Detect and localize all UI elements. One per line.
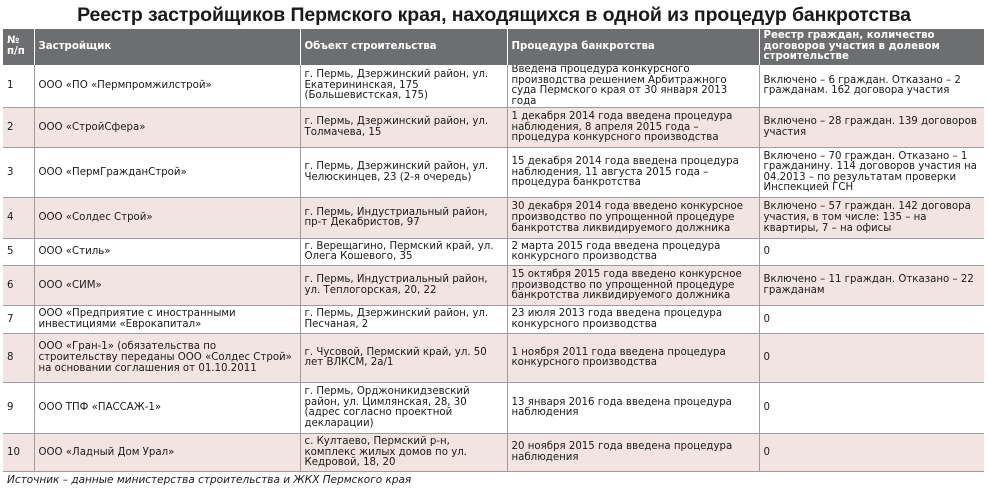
citizens-registry: Включено – 57 граждан. 142 договора участия, в том числе: 135 – на квартиры, 7 – на офисы — [759, 198, 984, 239]
citizens-registry: 0 — [759, 434, 984, 472]
table-row — [3, 383, 984, 434]
construction-object: г. Пермь, Дзержинский район, ул. Песчаная, 2 — [300, 306, 507, 334]
citizens-registry: 0 — [759, 383, 984, 434]
row-number: 7 — [3, 306, 34, 334]
bankruptcy-procedure: Введена процедура конкурсного производства решением Арбитражного суда Пермского края от 30 января 2013 года — [507, 65, 759, 108]
developer-name: ООО «СтройСфера» — [34, 108, 300, 148]
row-number: 5 — [3, 239, 34, 266]
bankruptcy-procedure: 1 декабря 2014 года введена процедура наблюдения, 8 апреля 2015 года – процедура конкурсного производства — [507, 108, 759, 148]
construction-object: г. Чусовой, Пермский край, ул. 50 лет ВЛКСМ, 2а/1 — [300, 334, 507, 383]
header-object: Объект строительства — [300, 29, 507, 65]
citizens-registry: Включено – 11 граждан. Отказано – 22 гражданам — [759, 266, 984, 306]
construction-object: г. Верещагино, Пермский край, ул. Олега Кошевого, 35 — [300, 239, 507, 266]
developer-name: ООО «ПО «Пермпромжилстрой» — [34, 65, 300, 108]
citizens-registry: Включено – 28 граждан. 139 договоров участия — [759, 108, 984, 148]
bankruptcy-procedure: 30 декабря 2014 года введено конкурсное производство по упрощенной процедуре банкротства ликвидируемого должника — [507, 198, 759, 239]
construction-object: г. Пермь, Орджоникидзевский район, ул. Цимлянская, 28, 30 (адрес согласно проектной декларации) — [300, 383, 507, 434]
header-developer: Застройщик — [34, 29, 300, 65]
table-row — [3, 266, 984, 306]
row-number: 2 — [3, 108, 34, 148]
bankruptcy-procedure: 15 октября 2015 года введено конкурсное производство по упрощенной процедуре банкротства ликвидируемого должника — [507, 266, 759, 306]
developer-name: ООО «СИМ» — [34, 266, 300, 306]
citizens-registry: 0 — [759, 306, 984, 334]
row-number: 9 — [3, 383, 34, 434]
header-registry: Реестр граждан, количество договоров участия в долевом строительстве — [759, 29, 984, 65]
developer-name: ООО «Солдес Строй» — [34, 198, 300, 239]
header-number: № п/п — [3, 29, 34, 65]
bankruptcy-procedure: 20 ноября 2015 года введена процедура наблюдения — [507, 434, 759, 472]
citizens-registry: 0 — [759, 334, 984, 383]
developer-name: ООО «Ладный Дом Урал» — [34, 434, 300, 472]
citizens-registry: 0 — [759, 239, 984, 266]
developer-name: ООО ТПФ «ПАССАЖ-1» — [34, 383, 300, 434]
page-title: Реестр застройщиков Пермского края, находящихся в одной из процедур банкротства — [77, 4, 911, 26]
developer-name: ООО «ПермГражданСтрой» — [34, 148, 300, 198]
table-row — [3, 65, 984, 108]
table-row — [3, 306, 984, 334]
table-row — [3, 148, 984, 198]
construction-object: г. Пермь, Дзержинский район, ул. Екатерининская, 175 (Большевистская, 175) — [300, 65, 507, 108]
citizens-registry: Включено – 6 граждан. Отказано – 2 гражданам. 162 договора участия — [759, 65, 984, 108]
construction-object: г. Пермь, Дзержинский район, ул. Толмачева, 15 — [300, 108, 507, 148]
construction-object: г. Пермь, Индустриальный район, пр-т Декабристов, 97 — [300, 198, 507, 239]
citizens-registry: Включено – 70 граждан. Отказано – 1 гражданину. 114 договоров участия на 04.2013 – по результатам проверки Инспекцией ГСН — [759, 148, 984, 198]
table-header-row — [3, 29, 984, 65]
source-note: Источник – данные министерства строительства и ЖКХ Пермского края — [7, 474, 412, 486]
construction-object: г. Пермь, Дзержинский район, ул. Челюскинцев, 23 (2-я очередь) — [300, 148, 507, 198]
construction-object: г. Пермь, Индустриальный район, ул. Теплогорская, 20, 22 — [300, 266, 507, 306]
row-number: 3 — [3, 148, 34, 198]
table-row — [3, 334, 984, 383]
table-row — [3, 239, 984, 266]
table-row — [3, 434, 984, 472]
bankruptcy-procedure: 23 июля 2013 года введена процедура конкурсного производства — [507, 306, 759, 334]
table-row — [3, 198, 984, 239]
table-row — [3, 108, 984, 148]
bankruptcy-procedure: 15 декабря 2014 года введена процедура наблюдения, 11 августа 2015 года – процедура банкротства — [507, 148, 759, 198]
developer-name: ООО «Гран-1» (обязательства по строительству переданы ООО «Солдес Строй» на основании соглашения от 01.10.2011 — [34, 334, 300, 383]
row-number: 1 — [3, 65, 34, 108]
developer-name: ООО «Стиль» — [34, 239, 300, 266]
bankruptcy-procedure: 1 ноября 2011 года введена процедура конкурсного производства — [507, 334, 759, 383]
row-number: 6 — [3, 266, 34, 306]
bankruptcy-procedure: 13 января 2016 года введена процедура наблюдения — [507, 383, 759, 434]
construction-object: с. Култаево, Пермский р-н, комплекс жилых домов по ул. Кедровой, 18, 20 — [300, 434, 507, 472]
row-number: 10 — [3, 434, 34, 472]
header-procedure: Процедура банкротства — [507, 29, 759, 65]
row-number: 4 — [3, 198, 34, 239]
bankruptcy-procedure: 2 марта 2015 года введена процедура конкурсного производства — [507, 239, 759, 266]
developers-registry-table — [3, 29, 984, 472]
developer-name: ООО «Предприятие с иностранными инвестициями «Еврокапитал» — [34, 306, 300, 334]
row-number: 8 — [3, 334, 34, 383]
